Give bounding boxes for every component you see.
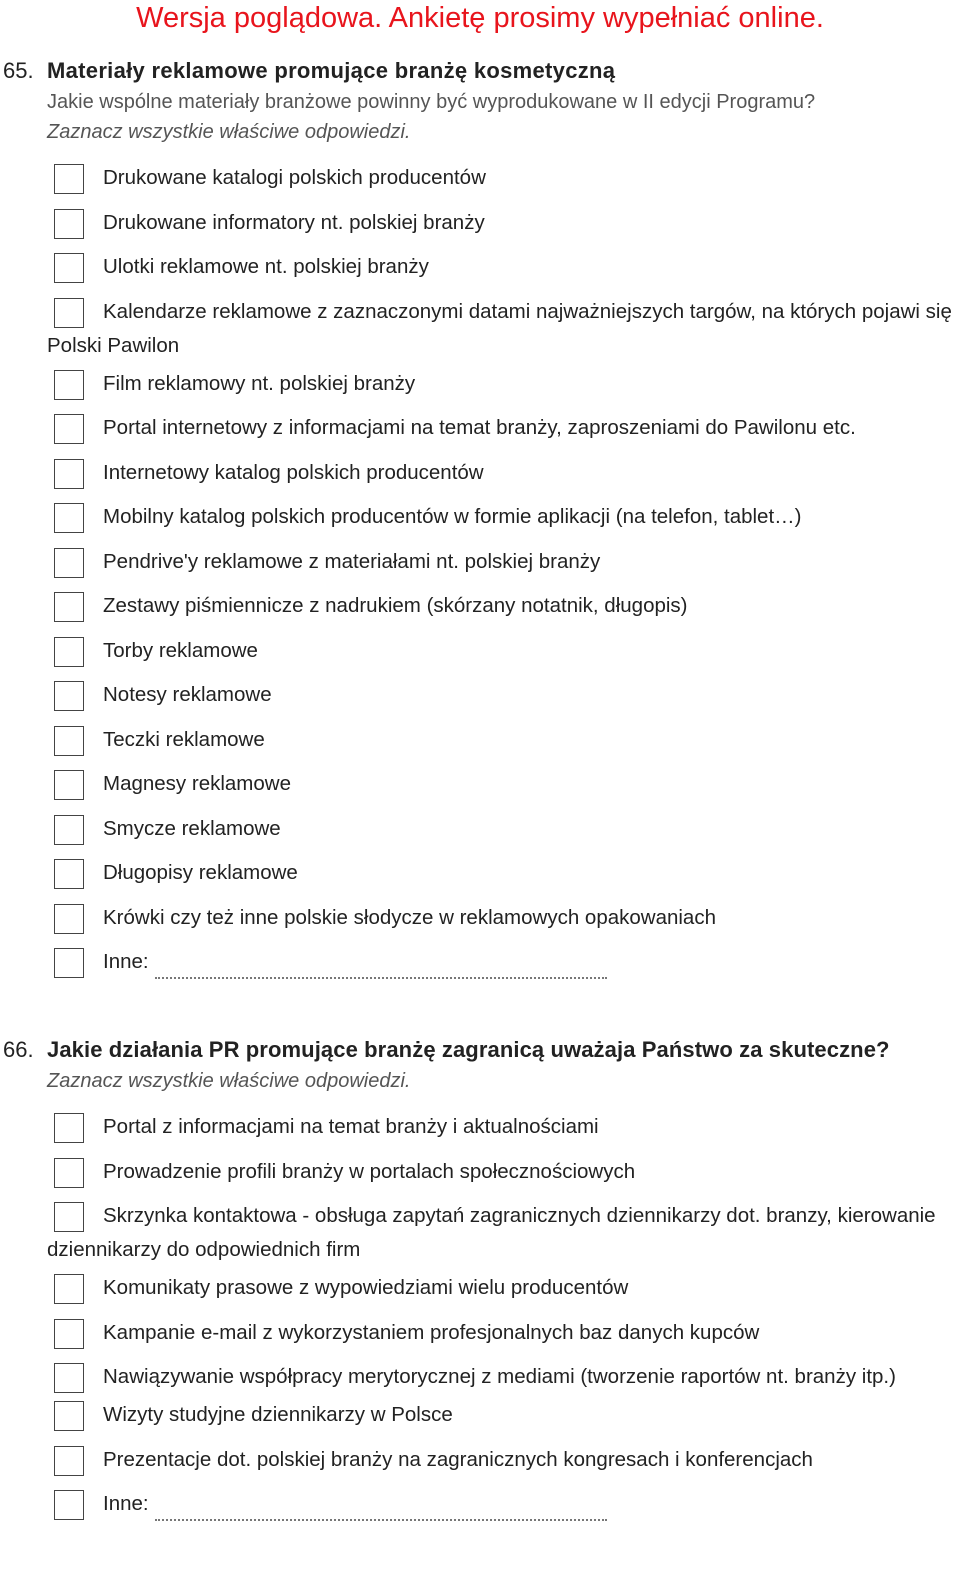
option-row[interactable] (0, 767, 960, 801)
option-label: Smycze reklamowe (103, 816, 281, 840)
question-subtitle: Jakie wspólne materiały branżowe powinny być wyprodukowane w II edycji Programu? (47, 91, 816, 113)
question-66 (0, 1034, 960, 1532)
option-label: Nawiązywanie współpracy merytorycznej z mediami (tworzenie raportów nt. branży itp.) (103, 1365, 896, 1388)
checkbox[interactable] (54, 503, 84, 533)
checkbox[interactable] (54, 1113, 84, 1143)
other-option (47, 945, 952, 979)
option-label: Prowadzenie profili branży w portalach społecznościowych (103, 1159, 636, 1183)
option-label: Teczki reklamowe (103, 727, 265, 751)
option-row[interactable] (0, 1443, 960, 1477)
question-title: Jakie działania PR promujące branżę zagranicą uważaja Państwo za skuteczne? (47, 1037, 890, 1062)
option-row[interactable] (0, 250, 960, 284)
checkbox[interactable] (54, 1446, 84, 1476)
option-label: Magnesy reklamowe (103, 772, 291, 795)
checkbox[interactable] (54, 1274, 84, 1304)
question-hint: Zaznacz wszystkie właściwe odpowiedzi. (47, 121, 411, 143)
checkbox[interactable] (54, 414, 84, 444)
checkbox[interactable] (54, 548, 84, 578)
checkbox[interactable] (54, 904, 84, 934)
option-label: Kampanie e-mail z wykorzystaniem profesjonalnych baz danych kupców (103, 1320, 760, 1344)
checkbox[interactable] (54, 164, 84, 194)
question-65 (0, 55, 960, 990)
option-row[interactable] (0, 1110, 960, 1144)
options-list (0, 161, 960, 979)
question-header (0, 55, 960, 87)
checkbox[interactable] (54, 253, 84, 283)
option-row[interactable] (0, 589, 960, 623)
option-row[interactable] (0, 367, 960, 401)
checkbox[interactable] (54, 1363, 84, 1393)
question-hint: Zaznacz wszystkie właściwe odpowiedzi. (47, 1070, 411, 1092)
option-row-other[interactable] (0, 1487, 960, 1521)
options-list (0, 1110, 960, 1521)
option-label: Notesy reklamowe (103, 683, 272, 706)
other-option (47, 1487, 952, 1521)
option-row[interactable] (0, 161, 960, 195)
checkbox[interactable] (54, 948, 84, 978)
question-header (0, 1034, 960, 1066)
checkbox[interactable] (54, 1158, 84, 1188)
option-row[interactable] (0, 1398, 960, 1432)
option-row[interactable] (0, 456, 960, 490)
option-row[interactable] (0, 856, 960, 890)
checkbox[interactable] (54, 770, 84, 800)
option-row[interactable] (0, 206, 960, 240)
preview-banner: Wersja poglądowa. Ankietę prosimy wypełniać online. (136, 2, 824, 34)
option-label: Mobilny katalog polskich producentów w formie aplikacji (na telefon, tablet…) (103, 505, 802, 528)
option-label: Długopisy reklamowe (103, 861, 298, 884)
option-label: Internetowy katalog polskich producentów (103, 460, 484, 484)
option-label: Prezentacje dot. polskiej branży na zagranicznych kongresach i konferencjach (103, 1447, 813, 1471)
question-title: Materiały reklamowe promujące branżę kosmetyczną (47, 58, 616, 83)
checkbox[interactable] (54, 592, 84, 622)
option-row[interactable] (0, 901, 960, 935)
option-label: Portal z informacjami na temat branży i aktualnościami (103, 1115, 599, 1138)
checkbox[interactable] (54, 1319, 84, 1349)
option-label: Drukowane katalogi polskich producentów (103, 166, 486, 189)
option-row[interactable] (0, 1316, 960, 1350)
checkbox[interactable] (54, 859, 84, 889)
option-row[interactable] (0, 1271, 960, 1305)
other-label: Inne: (103, 950, 149, 973)
checkbox[interactable] (54, 209, 84, 239)
checkbox[interactable] (54, 815, 84, 845)
other-text-field[interactable] (155, 1501, 607, 1521)
checkbox[interactable] (54, 1401, 84, 1431)
checkbox[interactable] (54, 637, 84, 667)
option-row[interactable] (0, 723, 960, 757)
option-row[interactable] (0, 500, 960, 534)
option-label: Torby reklamowe (103, 638, 258, 662)
option-row-other[interactable] (0, 945, 960, 979)
checkbox[interactable] (54, 459, 84, 489)
option-row[interactable] (0, 1199, 960, 1267)
option-row[interactable] (0, 1155, 960, 1189)
option-row[interactable] (0, 678, 960, 712)
checkbox[interactable] (54, 1490, 84, 1520)
checkbox[interactable] (54, 681, 84, 711)
option-row[interactable] (0, 1360, 960, 1394)
option-row[interactable] (0, 545, 960, 579)
question-number: 66. (3, 1037, 34, 1062)
option-label: Komunikaty prasowe z wypowiedziami wielu producentów (103, 1276, 629, 1299)
option-label: Pendrive'y reklamowe z materiałami nt. polskiej branży (103, 549, 601, 573)
option-row[interactable] (0, 411, 960, 445)
option-label: Wizyty studyjne dziennikarzy w Polsce (103, 1403, 453, 1426)
question-number: 65. (3, 58, 34, 83)
option-label: Zestawy piśmiennicze z nadrukiem (skórzany notatnik, długopis) (103, 594, 688, 617)
option-row[interactable] (0, 295, 960, 363)
option-label: Film reklamowy nt. polskiej branży (103, 371, 416, 395)
other-label: Inne: (103, 1492, 149, 1515)
checkbox[interactable] (54, 726, 84, 756)
option-label: Drukowane informatory nt. polskiej branży (103, 210, 485, 234)
option-row[interactable] (0, 812, 960, 846)
checkbox[interactable] (54, 298, 84, 328)
other-text-field[interactable] (155, 959, 607, 979)
option-label: Ulotki reklamowe nt. polskiej branży (103, 255, 429, 278)
option-row[interactable] (0, 634, 960, 668)
option-label: Skrzynka kontaktowa - obsługa zapytań zagranicznych dziennikarzy dot. branzy, kierowanie dziennikarzy do odpowiednich firm (47, 1204, 936, 1261)
option-label: Portal internetowy z informacjami na temat branży, zaproszeniami do Pawilonu etc. (103, 416, 856, 439)
option-label: Kalendarze reklamowe z zaznaczonymi datami najważniejszych targów, na których pojawi się Polski Pawilon (47, 299, 952, 357)
option-label: Krówki czy też inne polskie słodycze w reklamowych opakowaniach (103, 905, 716, 929)
checkbox[interactable] (54, 370, 84, 400)
checkbox[interactable] (54, 1202, 84, 1232)
